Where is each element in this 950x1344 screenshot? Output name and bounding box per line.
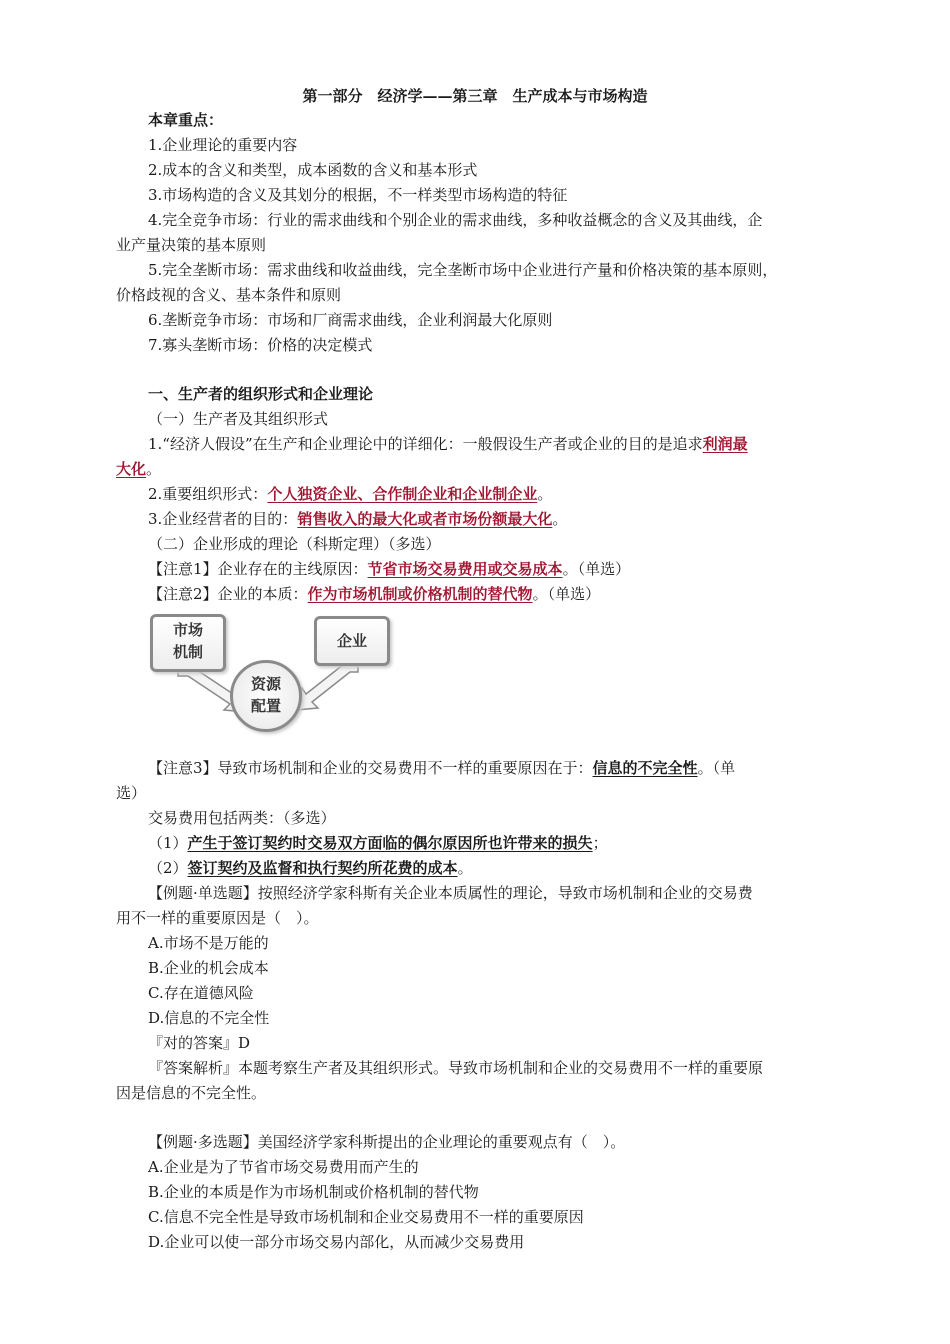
item-end: ； bbox=[592, 834, 608, 852]
arrow-right-icon bbox=[296, 664, 358, 710]
key-point-item: 3.市场构造的含义及其划分的根据，不一样类型市场构造的特征 bbox=[148, 186, 568, 204]
example-2-stem: 【例题·多选题】美国经济学家科斯提出的企业理论的重要观点有（ ）。 bbox=[148, 1133, 626, 1151]
paragraph-1-cont bbox=[116, 459, 161, 479]
subsection-heading: （一）生产者及其组织形式 bbox=[148, 410, 329, 428]
highlight-text: 大化 bbox=[116, 460, 147, 478]
example-2-option: D.企业可以使一部分市场交易内部化，从而减少交易费用 bbox=[148, 1233, 525, 1251]
note-text: 。（单选） bbox=[562, 560, 631, 578]
example-1-stem: 【例题·单选题】按照经济学家科斯有关企业本质属性的理论，导致市场机制和企业的交易费 bbox=[148, 884, 753, 902]
note-1 bbox=[148, 559, 630, 579]
highlight-text: 作为市场机制或价格机制的替代物 bbox=[307, 585, 533, 603]
paragraph-text: 2.重要组织形式： bbox=[148, 485, 268, 503]
key-point-item: 4.完全竞争市场：行业的需求曲线和个别企业的需求曲线，多种收益概念的含义及其曲线，企 bbox=[148, 211, 763, 229]
example-1-option: B.企业的机会成本 bbox=[148, 959, 269, 977]
item-prefix: （1） bbox=[148, 834, 188, 852]
costs-intro: 交易费用包括两类：（多选） bbox=[148, 809, 336, 827]
paragraph-text: 。 bbox=[552, 510, 568, 528]
example-1-option: A.市场不是万能的 bbox=[148, 934, 269, 952]
key-point-item: 5.完全垄断市场：需求曲线和收益曲线，完全垄断市场中企业进行产量和价格决策的基本原则， bbox=[148, 261, 778, 279]
key-point-item: 6.垄断竞争市场：市场和厂商需求曲线，企业利润最大化原则 bbox=[148, 311, 553, 329]
resource-label-line1: 资源 bbox=[250, 675, 281, 693]
cost-item-2 bbox=[148, 858, 473, 878]
key-point-item: 2.成本的含义和类型，成本函数的含义和基本形式 bbox=[148, 161, 478, 179]
paragraph-text: 1.“经济人假设”在生产和企业理论中的详细化：一般假设生产者或企业的目的是追求 bbox=[148, 435, 703, 453]
example-1-option: C.存在道德风险 bbox=[148, 984, 254, 1002]
firm-box: 企业 bbox=[314, 616, 390, 666]
resource-allocation-diagram bbox=[148, 612, 398, 736]
paragraph-2 bbox=[148, 484, 552, 504]
resource-allocation-circle bbox=[230, 660, 302, 732]
key-point-item: 价格歧视的含义、基本条件和原则 bbox=[116, 286, 342, 304]
key-points-heading: 本章重点： bbox=[148, 111, 224, 129]
cost-item-1 bbox=[148, 833, 608, 853]
note-text: 。（单选） bbox=[532, 585, 601, 603]
note-text: 【注意1】企业存在的主线原因： bbox=[148, 560, 368, 578]
market-label-line2: 机制 bbox=[172, 643, 203, 661]
paragraph-1 bbox=[148, 434, 748, 454]
section-heading: 一、生产者的组织形式和企业理论 bbox=[148, 385, 374, 403]
resource-label-line2: 配置 bbox=[250, 697, 281, 715]
example-2-option: C.信息不完全性是导致市场机制和企业交易费用不一样的重要原因 bbox=[148, 1208, 584, 1226]
item-prefix: （2） bbox=[148, 859, 188, 877]
example-1-analysis-cont: 因是信息的不完全性。 bbox=[116, 1084, 267, 1102]
paragraph-text: 。 bbox=[146, 460, 162, 478]
key-point-item: 7.寡头垄断市场：价格的决定模式 bbox=[148, 336, 373, 354]
subsection-heading: （二）企业形成的理论（科斯定理）（多选） bbox=[148, 535, 441, 553]
note-2 bbox=[148, 584, 600, 604]
highlight-text: 个人独资企业、合作制企业和企业制企业 bbox=[267, 485, 538, 503]
highlight-text: 销售收入的最大化或者市场份额最大化 bbox=[297, 510, 553, 528]
market-label-line1: 市场 bbox=[172, 621, 203, 639]
paragraph-text: 3.企业经营者的目的： bbox=[148, 510, 298, 528]
example-1-answer: 『对的答案』D bbox=[148, 1034, 251, 1052]
page-title: 第一部分 经济学——第三章 生产成本与市场构造 bbox=[302, 87, 648, 105]
example-2-option: A.企业是为了节省市场交易费用而产生的 bbox=[148, 1158, 419, 1176]
highlight-text: 签订契约及监督和执行契约所花费的成本 bbox=[187, 859, 458, 877]
paragraph-text: 。 bbox=[537, 485, 553, 503]
example-1-analysis: 『答案解析』本题考察生产者及其组织形式。导致市场机制和企业的交易费用不一样的重要原 bbox=[148, 1059, 764, 1077]
example-1-stem-cont: 用不一样的重要原因是（ ）。 bbox=[116, 909, 319, 927]
example-1-option: D.信息的不完全性 bbox=[148, 1009, 270, 1027]
note-text: 【注意2】企业的本质： bbox=[148, 585, 308, 603]
key-point-item: 业产量决策的基本原则 bbox=[116, 236, 267, 254]
note-3 bbox=[148, 758, 735, 778]
highlight-text: 利润最 bbox=[702, 435, 748, 453]
highlight-text: 节省市场交易费用或交易成本 bbox=[367, 560, 563, 578]
note-text: 。（单 bbox=[697, 759, 736, 777]
example-2-option: B.企业的本质是作为市场机制或价格机制的替代物 bbox=[148, 1183, 479, 1201]
key-point-item: 1.企业理论的重要内容 bbox=[148, 136, 298, 154]
note-3-cont: 选） bbox=[116, 784, 147, 802]
market-mechanism-box bbox=[150, 614, 226, 672]
item-end: 。 bbox=[457, 859, 473, 877]
highlight-text: 产生于签订契约时交易双方面临的偶尔原因所也许带来的损失 bbox=[187, 834, 593, 852]
paragraph-3 bbox=[148, 509, 567, 529]
highlight-text: 信息的不完全性 bbox=[592, 759, 698, 777]
note-text: 【注意3】导致市场机制和企业的交易费用不一样的重要原因在于： bbox=[148, 759, 593, 777]
